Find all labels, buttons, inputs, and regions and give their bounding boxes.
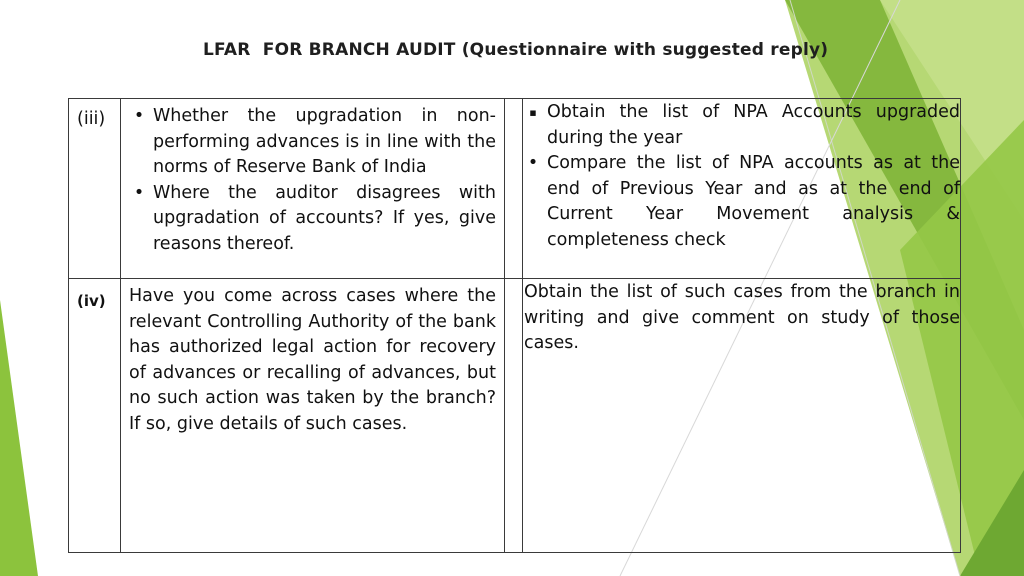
row-number: (iii) — [69, 99, 121, 279]
square-bullet-marker: ▪ — [529, 106, 537, 119]
table-row — [69, 99, 961, 279]
question-text: Have you come across cases where the relevant Controlling Authority of the bank has authorized legal action for recovery of advances or recalling of advances, but no such action was taken by the branch? If so, give details of such cases. — [129, 286, 496, 434]
reply-text: Obtain the list of such cases from the branch in writing and give comment on study of those cases. — [524, 282, 960, 353]
question-cell — [121, 279, 505, 553]
page-title: LFAR FOR BRANCH AUDIT (Questionnaire with suggested reply) — [203, 40, 829, 60]
questionnaire-table — [68, 98, 961, 553]
bullet-marker: • — [133, 106, 145, 126]
question-text: Whether the upgradation in non-performing advances is in line with the norms of Reserve Bank of India — [153, 106, 496, 177]
table-row — [69, 279, 961, 553]
spacer-cell — [505, 279, 523, 553]
row-number: (iv) — [69, 279, 121, 553]
list-item — [523, 151, 960, 253]
reply-list — [523, 100, 960, 253]
question-list — [129, 104, 496, 257]
question-text: Where the auditor disagrees with upgradation of accounts? If yes, give reasons thereof. — [153, 182, 496, 254]
reply-cell — [523, 99, 961, 279]
list-item — [129, 104, 496, 181]
list-item — [523, 100, 960, 151]
bullet-marker: • — [133, 182, 145, 203]
bullet-marker: • — [527, 153, 539, 173]
left-green-triangle — [0, 300, 38, 576]
reply-text: Obtain the list of NPA Accounts upgraded during the year — [547, 102, 960, 148]
question-cell — [121, 99, 505, 279]
reply-cell — [523, 279, 961, 553]
list-item — [129, 181, 496, 258]
reply-text: Compare the list of NPA accounts as at the end of Previous Year and as at the end of Current Year Movement analysis & completeness check — [547, 153, 960, 250]
spacer-cell — [505, 99, 523, 279]
